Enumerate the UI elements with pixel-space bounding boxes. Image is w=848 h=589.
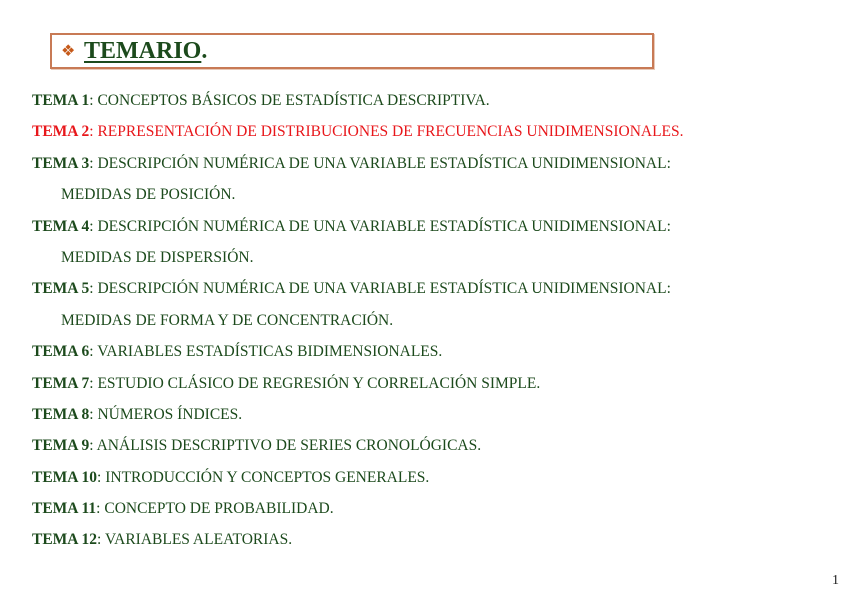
tema-label: TEMA 9 [32,437,90,455]
tema-item: TEMA 7: ESTUDIO CLÁSICO DE REGRESIÓN Y CORRELACIÓN SIMPLE. [32,374,541,392]
tema-item: TEMA 4: DESCRIPCIÓN NUMÉRICA DE UNA VARIABLE ESTADÍSTICA UNIDIMENSIONAL: [32,217,671,235]
page-title [84,36,207,66]
diamond-bullet-icon: ❖ [61,41,76,60]
tema-title: NÚMEROS ÍNDICES. [97,405,243,423]
tema-item: TEMA 8: NÚMEROS ÍNDICES. [32,405,243,423]
tema-label: TEMA 1 [32,92,90,109]
tema-label: TEMA 3 [32,154,90,172]
tema-item-continuation: MEDIDAS DE FORMA Y DE CONCENTRACIÓN. [61,311,394,329]
tema-title: VARIABLES ESTADÍSTICAS BIDIMENSIONALES. [97,343,443,361]
tema-item-continuation: MEDIDAS DE POSICIÓN. [61,186,236,204]
tema-item: TEMA 6: VARIABLES ESTADÍSTICAS BIDIMENSIONALES. [32,343,443,361]
tema-label: TEMA 2 [32,123,90,141]
tema-label: TEMA 6 [32,343,90,361]
tema-item-continuation: MEDIDAS DE DISPERSIÓN. [61,248,254,266]
tema-title: ESTUDIO CLÁSICO DE REGRESIÓN Y CORRELACIÓN SIMPLE. [97,374,541,392]
page-title-period: . [201,38,208,64]
tema-item: TEMA 11: CONCEPTO DE PROBABILIDAD. [32,500,334,518]
tema-title: ANÁLISIS DESCRIPTIVO DE SERIES CRONOLÓGICAS. [96,437,482,455]
tema-label: TEMA 12 [32,531,98,549]
tema-title: CONCEPTOS BÁSICOS DE ESTADÍSTICA DESCRIPTIVA. [97,92,490,109]
tema-label: TEMA 8 [32,405,90,423]
page-number: 1 [832,573,839,588]
tema-label: TEMA 11 [32,500,97,518]
tema-title: DESCRIPCIÓN NUMÉRICA DE UNA VARIABLE ESTADÍSTICA UNIDIMENSIONAL: [97,217,671,235]
tema-item: TEMA 3: DESCRIPCIÓN NUMÉRICA DE UNA VARIABLE ESTADÍSTICA UNIDIMENSIONAL: [32,154,671,172]
temas-list [32,85,832,556]
tema-item: TEMA 2: REPRESENTACIÓN DE DISTRIBUCIONES DE FRECUENCIAS UNIDIMENSIONALES. [32,123,684,141]
tema-label: TEMA 4 [32,217,90,235]
page-title-word: TEMARIO [84,38,202,64]
tema-item: TEMA 12: VARIABLES ALEATORIAS. [32,531,293,549]
tema-title: VARIABLES ALEATORIAS. [104,531,293,549]
title-box [50,33,654,69]
tema-item: TEMA 9: ANÁLISIS DESCRIPTIVO DE SERIES CRONOLÓGICAS. [32,437,482,455]
tema-label: TEMA 7 [32,374,90,392]
tema-item: TEMA 10: INTRODUCCIÓN Y CONCEPTOS GENERALES. [32,468,430,486]
tema-label: TEMA 10 [32,468,98,486]
tema-item: TEMA 5: DESCRIPCIÓN NUMÉRICA DE UNA VARIABLE ESTADÍSTICA UNIDIMENSIONAL: [32,280,671,298]
tema-title: DESCRIPCIÓN NUMÉRICA DE UNA VARIABLE ESTADÍSTICA UNIDIMENSIONAL: [97,280,671,298]
tema-title: CONCEPTO DE PROBABILIDAD. [104,500,334,518]
tema-item: TEMA 1: CONCEPTOS BÁSICOS DE ESTADÍSTICA DESCRIPTIVA. [32,92,490,109]
tema-title: DESCRIPCIÓN NUMÉRICA DE UNA VARIABLE ESTADÍSTICA UNIDIMENSIONAL: [97,154,671,172]
tema-label: TEMA 5 [32,280,90,298]
tema-title: REPRESENTACIÓN DE DISTRIBUCIONES DE FRECUENCIAS UNIDIMENSIONALES. [97,123,684,141]
tema-title: INTRODUCCIÓN Y CONCEPTOS GENERALES. [105,468,430,486]
